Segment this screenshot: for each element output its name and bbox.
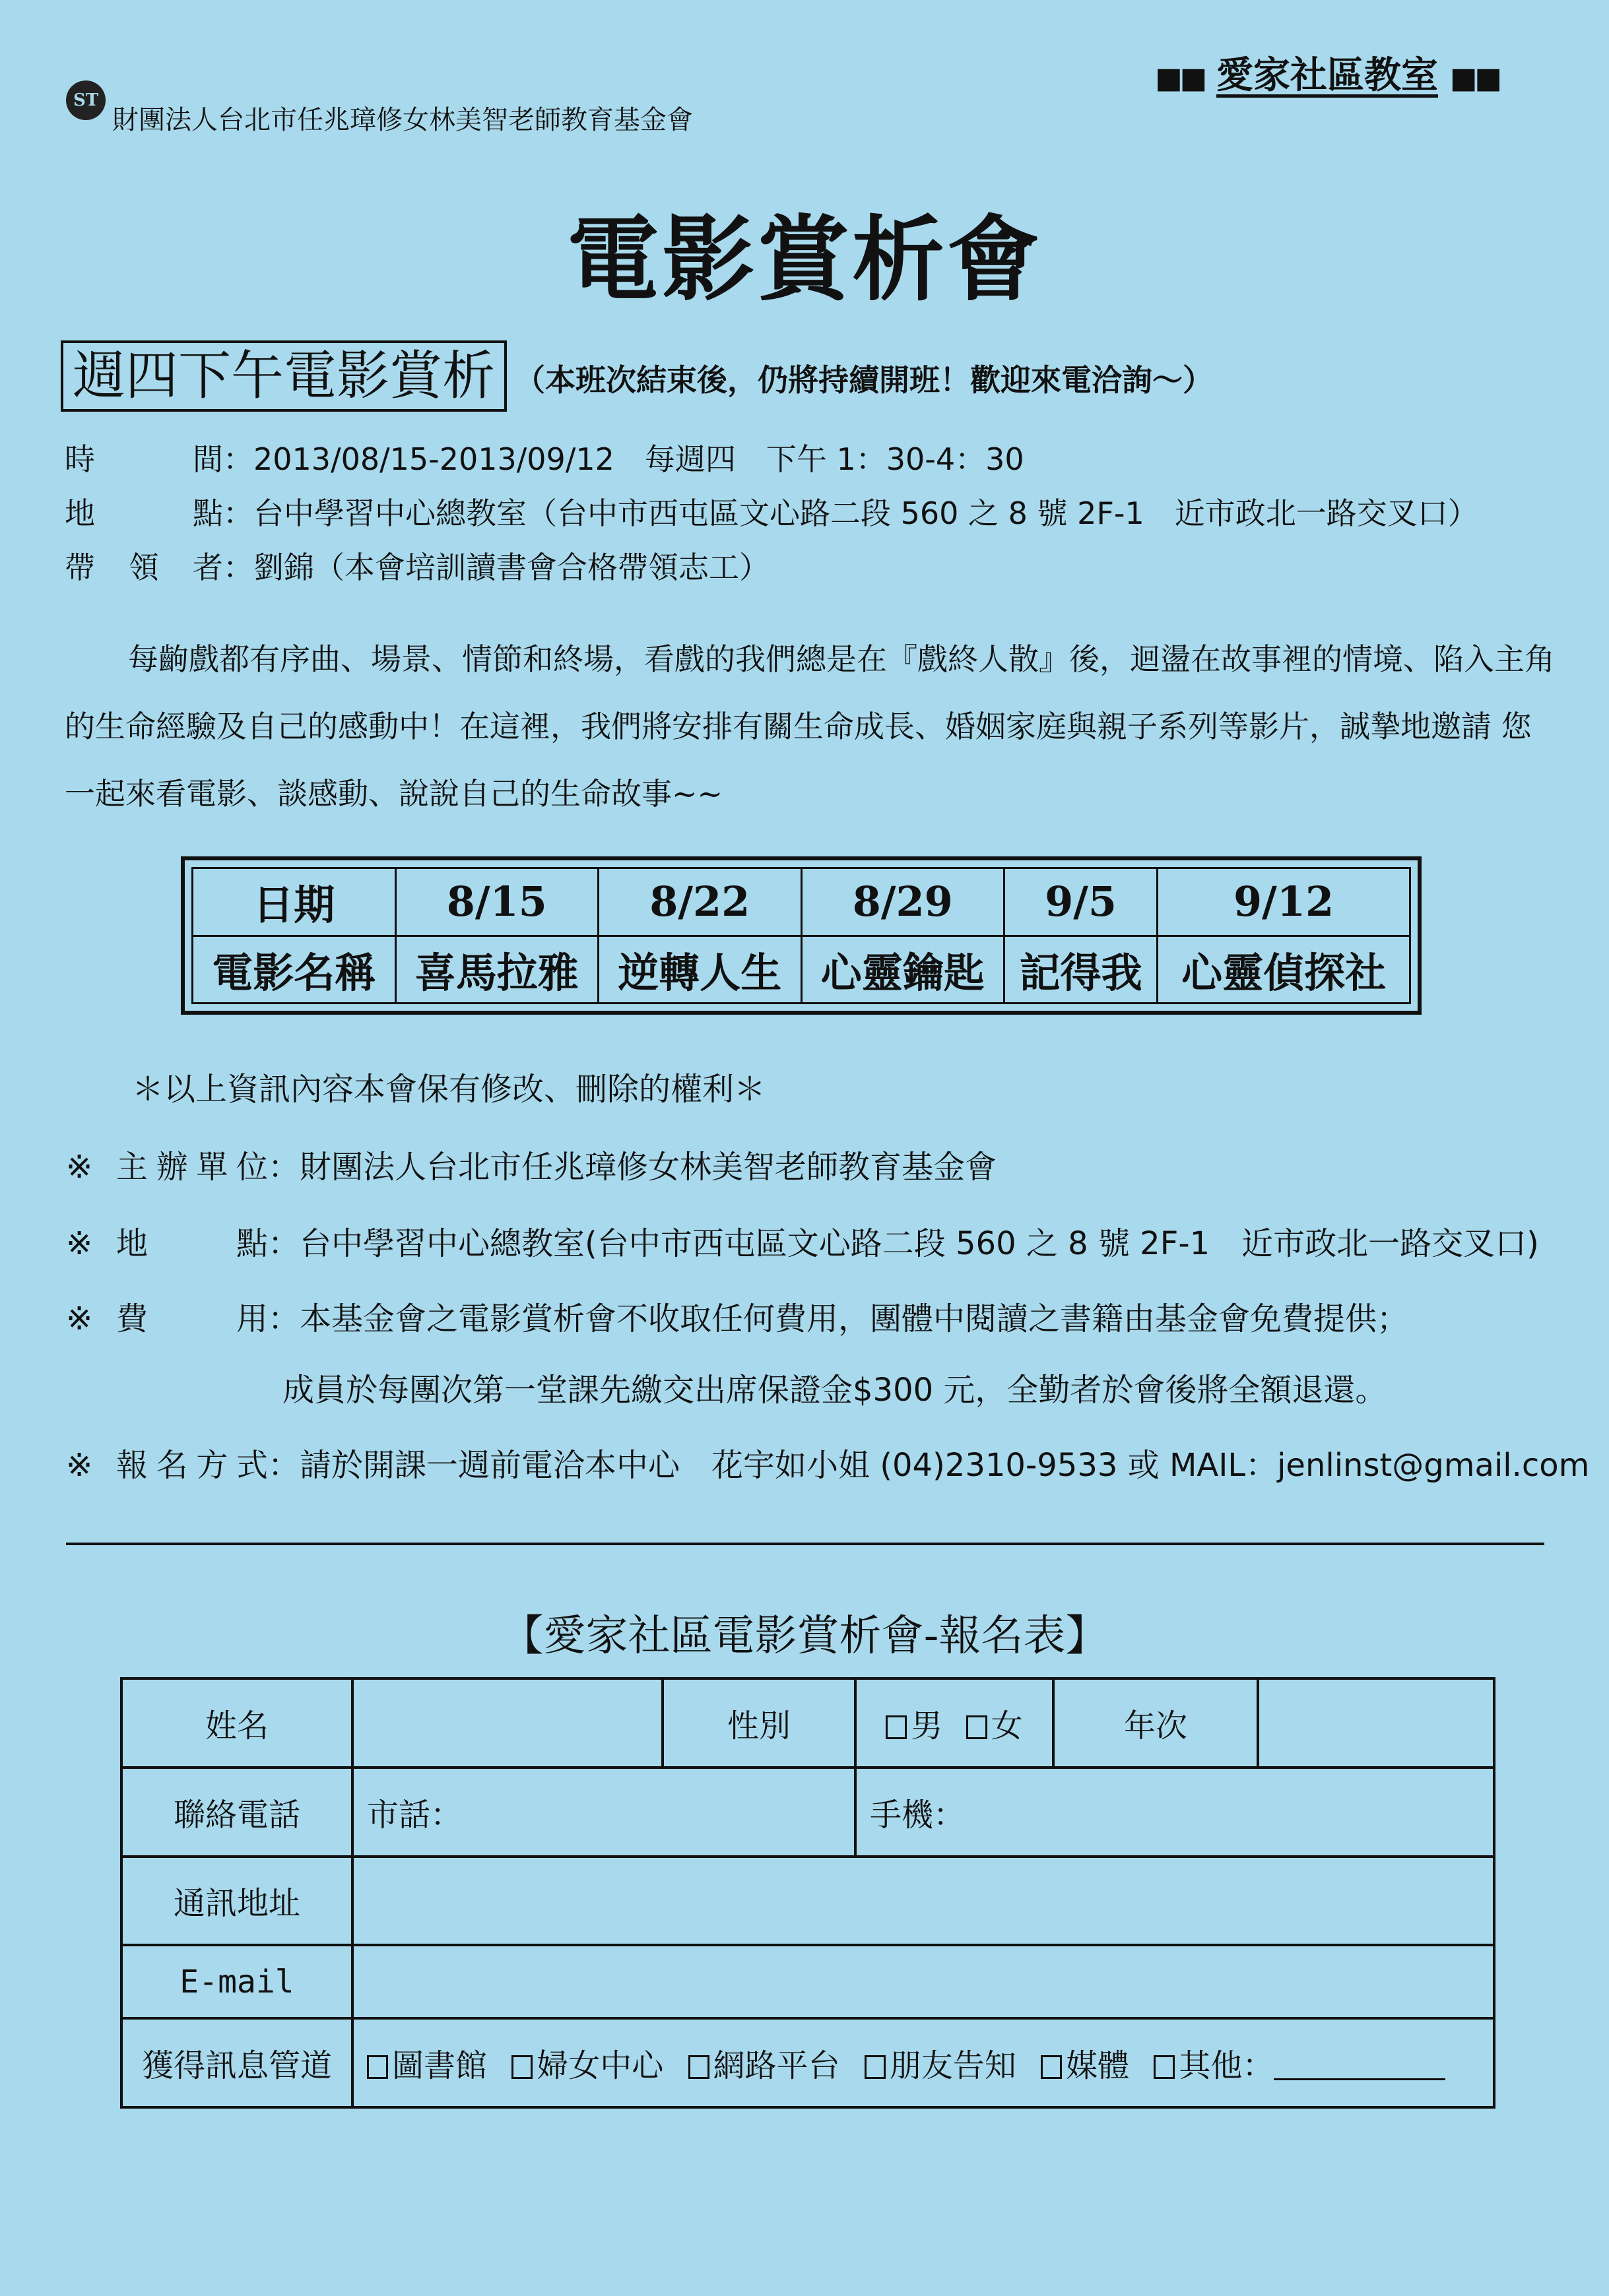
form-row-name (121, 1678, 1494, 1768)
form-title: 【愛家社區電影賞析會-報名表】 (501, 1612, 1108, 1661)
source-option-media[interactable] (1041, 2047, 1129, 2084)
source-option-friends[interactable] (865, 2047, 1016, 2084)
source-option-internet[interactable] (688, 2047, 840, 2084)
checkbox[interactable] (688, 2055, 709, 2079)
schedule-header-film: 電影名稱 (193, 936, 396, 1004)
checkbox[interactable] (1041, 2055, 1062, 2079)
reference-mark: ※ (66, 1225, 93, 1262)
intro-paragraph: 每齣戲都有序曲、場景、情節和終場，看戲的我們總是在『戲終人散』後，迴盪在故事裡的情境、陷入主角的生命經驗及自己的感動中！在這裡，我們將安排有關生命成長、婚姻家庭與親子系列等影片，誠摯地邀請 您一起來看電影、談感動、說說自己的生命故事~~ (65, 641, 1555, 812)
email-field[interactable] (352, 1945, 1494, 2018)
schedule-film: 心靈偵探社 (1158, 936, 1410, 1004)
detail-value: ：台中學習中心總教室(台中市西屯區文心路二段 560 之 8 號 2F-1 近市政北一路交叉口) (268, 1225, 1539, 1262)
gender-female-checkbox[interactable] (966, 1715, 987, 1739)
page-title: 電影賞析會 (566, 207, 1042, 314)
gender-label: 性別 (663, 1678, 855, 1768)
detail-value: ：財團法人台北市任兆璋修女林美智老師教育基金會 (268, 1149, 997, 1186)
name-field[interactable] (352, 1678, 663, 1768)
reference-mark: ※ (66, 1447, 93, 1484)
source-option-other[interactable] (1154, 2047, 1445, 2084)
detail-fee (66, 1293, 1408, 1339)
info-label: 時間 (65, 441, 223, 477)
landline-field[interactable] (352, 1768, 855, 1857)
checkbox[interactable] (367, 2055, 388, 2079)
checkbox[interactable] (865, 2055, 886, 2079)
info-value: ：2013/08/15-2013/09/12 每週四 下午 1：30-4：30 (223, 441, 1024, 477)
detail-location (66, 1218, 1539, 1263)
corner-deco-left: ■■ (1155, 61, 1205, 95)
gender-options (855, 1678, 1053, 1768)
schedule-table (181, 856, 1422, 1015)
reference-mark: ※ (66, 1300, 93, 1337)
divider (66, 1543, 1544, 1545)
info-leader (65, 544, 770, 587)
form-row-email (121, 1945, 1494, 2018)
foundation-logo: ST (66, 80, 106, 120)
email-label: E-mail (121, 1945, 352, 2018)
option-label: 圖書館 (392, 2047, 488, 2085)
schedule-film: 逆轉人生 (599, 936, 802, 1004)
form-row-address (121, 1857, 1494, 1946)
detail-fee-continued (282, 1364, 1387, 1410)
corner-deco-right: ■■ (1449, 61, 1499, 95)
source-label: 獲得訊息管道 (121, 2018, 352, 2107)
landline-label: 市話： (367, 1796, 463, 1834)
schedule-date: 9/5 (1004, 868, 1158, 936)
detail-label: 報名方式 (116, 1447, 268, 1484)
detail-value: ：本基金會之電影賞析會不收取任何費用，團體中閱讀之書籍由基金會免費提供； (268, 1300, 1409, 1337)
schedule-row-dates (193, 868, 1410, 936)
address-field[interactable] (352, 1857, 1494, 1946)
address-label: 通訊地址 (121, 1857, 352, 1946)
detail-registration (66, 1440, 1589, 1485)
option-label: 婦女中心 (537, 2047, 664, 2085)
schedule-film: 喜馬拉雅 (395, 936, 599, 1004)
option-label: 媒體 (1066, 2047, 1130, 2085)
other-blank-field[interactable] (1274, 2052, 1445, 2080)
registration-form (120, 1677, 1493, 2109)
mobile-field[interactable] (855, 1768, 1494, 1857)
detail-label: 主辦單位 (116, 1149, 268, 1186)
schedule-date: 8/22 (599, 868, 802, 936)
schedule-date: 9/12 (1158, 868, 1410, 936)
checkbox[interactable] (511, 2055, 533, 2079)
grade-label: 年次 (1053, 1678, 1258, 1768)
organization-name: 財團法人台北市任兆璋修女林美智老師教育基金會 (112, 105, 693, 135)
checkbox[interactable] (1154, 2055, 1175, 2079)
detail-value: 成員於每團次第一堂課先繳交出席保證金$300 元，全勤者於會後將全額退還。 (282, 1372, 1387, 1409)
detail-label: 費用 (116, 1300, 268, 1337)
corner-title-text: 愛家社區教室 (1216, 53, 1439, 97)
detail-organizer (66, 1141, 997, 1187)
gender-male-label: 男 (911, 1707, 943, 1744)
gender-male-checkbox[interactable] (886, 1715, 907, 1739)
grade-field[interactable] (1258, 1678, 1494, 1768)
form-row-phone (121, 1768, 1494, 1857)
corner-title (1155, 46, 1499, 99)
section-title: 週四下午電影賞析 (61, 340, 507, 412)
reference-mark: ※ (66, 1149, 93, 1186)
info-time (65, 435, 1024, 479)
option-label: 朋友告知 (889, 2047, 1016, 2085)
info-location (65, 490, 1478, 533)
detail-label: 地點 (116, 1225, 268, 1262)
detail-value: ：請於開課一週前電洽本中心 花宇如小姐 (04)2310-9533 或 MAIL：jenlinst@gmail.com (268, 1447, 1590, 1484)
option-label: 網路平台 (713, 2047, 840, 2085)
option-label: 其他： (1179, 2047, 1274, 2085)
info-label: 帶領者 (65, 550, 223, 585)
info-value: ：劉錦（本會培訓讀書會合格帶領志工） (223, 550, 770, 585)
schedule-date: 8/29 (801, 868, 1004, 936)
section-note: （本班次結束後，仍將持續開班！歡迎來電洽詢～） (515, 362, 1213, 398)
source-option-women-center[interactable] (511, 2047, 663, 2084)
schedule-film: 心靈鑰匙 (801, 936, 1004, 1004)
disclaimer: ＊以上資訊內容本會保有修改、刪除的權利＊ (132, 1071, 766, 1108)
schedule-row-films (193, 936, 1410, 1004)
phone-label: 聯絡電話 (121, 1768, 352, 1857)
mobile-label: 手機： (870, 1796, 966, 1834)
schedule-date: 8/15 (395, 868, 599, 936)
info-label: 地點 (65, 495, 223, 531)
source-options (352, 2018, 1494, 2107)
schedule-film: 記得我 (1004, 936, 1158, 1004)
gender-female-label: 女 (991, 1707, 1023, 1744)
info-value: ：台中學習中心總教室（台中市西屯區文心路二段 560 之 8 號 2F-1 近市政北一路交叉口） (223, 495, 1478, 531)
source-option-library[interactable] (367, 2047, 487, 2084)
schedule-header-date: 日期 (193, 868, 396, 936)
name-label: 姓名 (121, 1678, 352, 1768)
form-row-source (121, 2018, 1494, 2107)
